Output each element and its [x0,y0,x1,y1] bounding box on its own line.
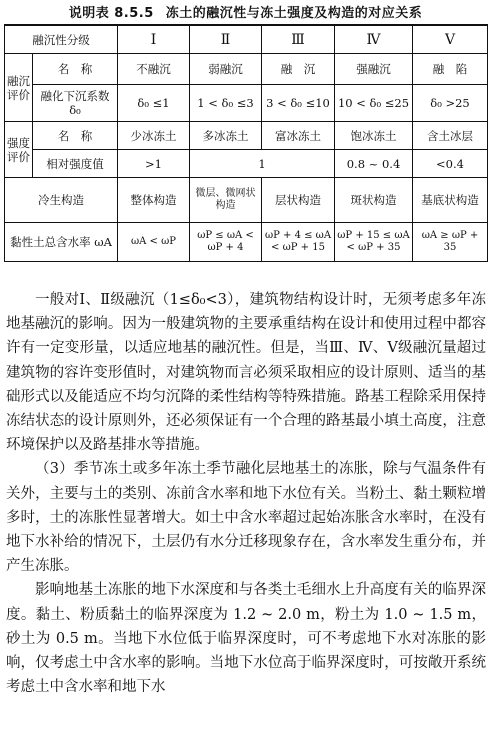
table-cell: ωP ≤ ωA < ωP + 4 [190,223,262,262]
frozen-soil-table [4,24,488,262]
paragraph: （3）季节冻土或多年冻土季节融化层地基土的冻胀，除与气温条件有关外，主要与土的类别、冻前含水率和地下水位有关。当粉土、黏土颗粒增多时，土的冻胀性显著增大。如土中含水率超过起始冻胀含水率时，在没有地下水补给的情况下，土层仍有水分迁移现象存在，含水率发生重分布，并产生冻胀。 [6,461,486,575]
table-cell: 3 < δ₀ ≤10 [262,85,335,122]
level-1: Ⅰ [118,25,190,54]
table-cell: 富冰冻土 [262,122,335,150]
thaw-name-label: 名 称 [33,54,118,85]
table-cell: 弱融沉 [190,54,262,85]
table-cell: 基底状构造 [413,178,488,223]
table-title: 冻土的融沉性与冻土强度及构造的对应关系 [165,6,423,21]
table-cell: 斑状构造 [335,178,413,223]
group-thaw: 融沉评价 [5,54,33,122]
table-cell: 融 沉 [262,54,335,85]
rel-strength-label: 相对强度值 [33,150,118,178]
moisture-label: 黏性土总含水率 ωA [5,223,118,262]
paragraph: 一般对Ⅰ、Ⅱ级融沉（1≤δ₀<3），建筑物结构设计时，无须考虑多年冻地基融沉的影响。因为一般建筑物的主要承重结构在设计和使用过程中都容许有一定变形量，以适应地基的融沉性。但是，当Ⅲ、Ⅳ、Ⅴ级融沉量超过建筑物的容许变形值时，对建筑物而言必须采取相应的设计原则、适当的基础形式以及能适应不均匀沉降的柔性结构等特殊措施。路基工程除采用保持冻结状态的设计原则外，还必须保证有一个合理的路基最小填土高度，注意环境保护以及路基排水等措施。 [6,292,486,454]
table-cell: 10 < δ₀ ≤25 [335,85,413,122]
body-text [6,288,486,699]
header-label: 融沉性分级 [5,25,118,54]
table-cell: 少冰冻土 [118,122,190,150]
table-caption [0,2,491,21]
table-cell: >1 [118,150,190,178]
table-cell: δ₀ ≤1 [118,85,190,122]
table-cell: 层状构造 [262,178,335,223]
table-cell: 含土冰层 [413,122,488,150]
table-row [5,150,488,178]
strength-name-label: 名 称 [33,122,118,150]
table-row [5,122,488,150]
level-3: Ⅲ [262,25,335,54]
table-row [5,223,488,262]
table-cell: 1 < δ₀ ≤3 [190,85,262,122]
table-row [5,178,488,223]
table-row [5,25,488,54]
table-cell: δ₀ >25 [413,85,488,122]
table-cell: 饱冰冻土 [335,122,413,150]
paragraph: 影响地基土冻胀的地下水深度和与各类土毛细水上升高度有关的临界深度。黏土、粉质黏土的临界深度为 1.2 ~ 2.0 m，粉土为 1.0 ~ 1.5 m，砂土为 0.5 m。当地下水位低于临界深度时，可不考虑地下水对冻胀的影响，仅考虑土中含水率的影响。当地下水位高于临界深度时，可按敞开系统考虑土中含水率和地下水 [6,582,486,696]
table-cell: 1 [190,150,335,178]
table-row [5,54,488,85]
table-cell: 多冰冻土 [190,122,262,150]
coef-label: 融化下沉系数 δ₀ [33,85,118,122]
table-cell: ωP + 15 ≤ ωA < ωP + 35 [335,223,413,262]
table-cell: <0.4 [413,150,488,178]
table-cell: 强融沉 [335,54,413,85]
table-cell: ωP + 4 ≤ ωA < ωP + 15 [262,223,335,262]
table-cell: ωA < ωP [118,223,190,262]
table-cell: 0.8 ~ 0.4 [335,150,413,178]
table-cell: ωA ≥ ωP + 35 [413,223,488,262]
level-5: Ⅴ [413,25,488,54]
table-cell: 微层、微网状构造 [190,178,262,223]
table-cell: 不融沉 [118,54,190,85]
table-number: 说明表 8.5.5 [68,6,154,21]
table-cell: 融 陷 [413,54,488,85]
table-row [5,85,488,122]
table-cell: 整体构造 [118,178,190,223]
structure-label: 冷生构造 [5,178,118,223]
group-strength: 强度评价 [5,122,33,178]
level-2: Ⅱ [190,25,262,54]
level-4: Ⅳ [335,25,413,54]
